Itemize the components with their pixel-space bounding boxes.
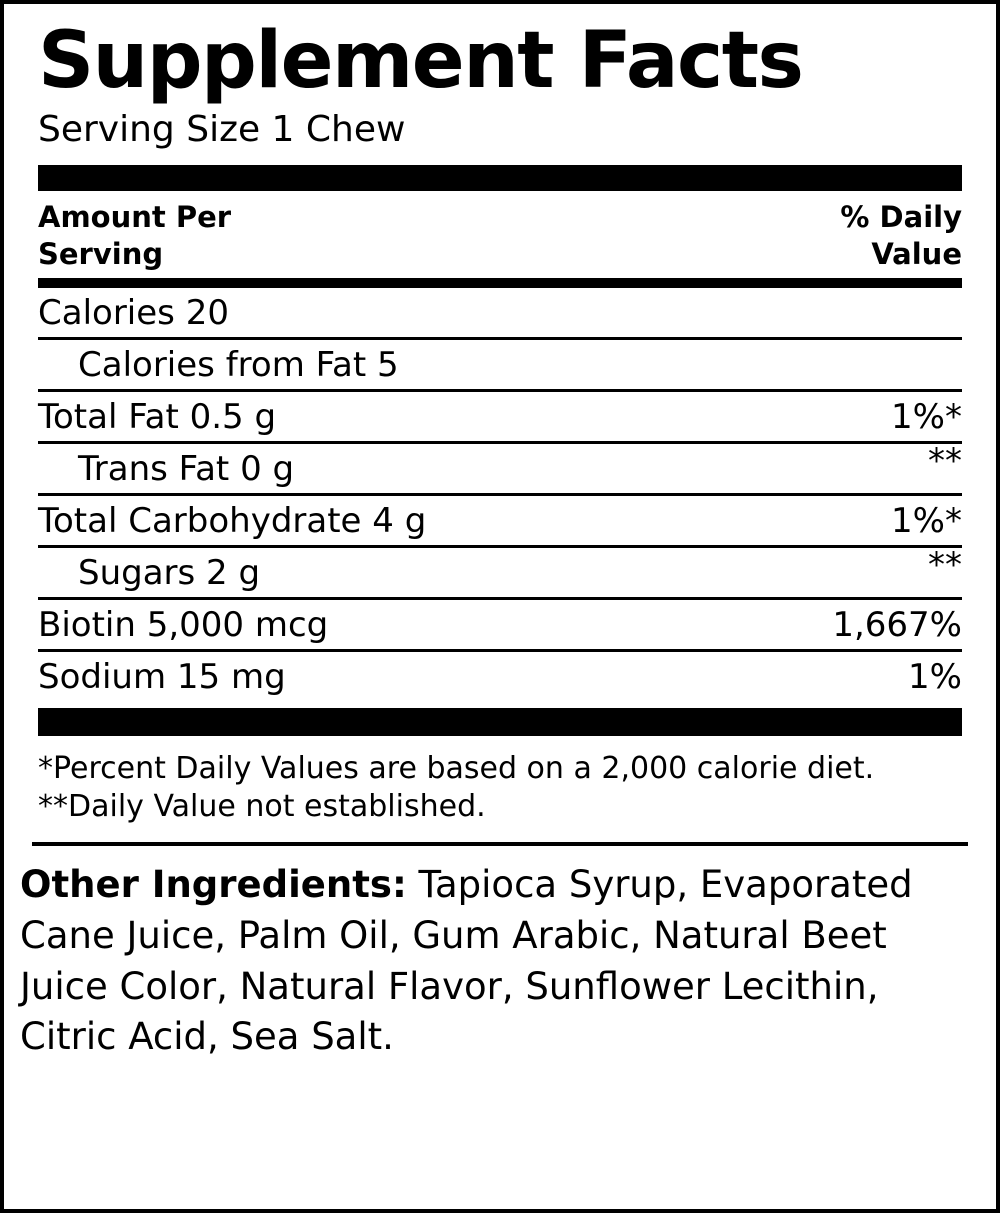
nutrient-dv: 1,667%	[832, 605, 962, 646]
nutrient-dv: **	[928, 545, 962, 586]
amount-per-serving-header	[38, 199, 962, 272]
amount-per-serving-line2: Serving	[38, 236, 164, 271]
nutrient-name: Total Fat 0.5 g	[38, 396, 277, 437]
other-ingredients-text: Tapioca Syrup, Evaporated Cane Juice, Palm Oil, Gum Arabic, Natural Beet Juice Color, Natural Flavor, Sunflower Lecithin, Citric Acid, Sea Salt.	[20, 863, 913, 1059]
rule-thick-bottom	[38, 708, 962, 736]
nutrient-name: Total Carbohydrate 4 g	[38, 501, 427, 542]
daily-value-line1: % Daily	[840, 200, 962, 235]
amount-per-serving-line1: Amount Per	[38, 200, 232, 235]
table-row	[38, 600, 962, 652]
nutrient-name: Biotin 5,000 mcg	[38, 605, 329, 646]
page-title: Supplement Facts	[38, 16, 803, 106]
nutrient-name: Calories from Fat 5	[78, 344, 399, 385]
amount-per-serving-label	[38, 199, 231, 272]
table-row	[38, 288, 962, 340]
nutrient-dv: 1%*	[891, 501, 962, 542]
nutrient-name: Trans Fat 0 g	[78, 449, 295, 490]
daily-value-line2: Value	[871, 236, 962, 271]
nutrient-name: Sodium 15 mg	[38, 657, 286, 698]
table-row	[38, 496, 962, 548]
footnote-daily-value-not-established: **Daily Value not established.	[38, 788, 486, 824]
serving-size-text: Serving Size 1 Chew	[38, 109, 406, 151]
nutrient-rows	[38, 288, 962, 702]
nutrient-name: Calories 20	[38, 292, 229, 333]
nutrient-dv: **	[928, 441, 962, 482]
nutrient-dv: 1%	[908, 657, 962, 698]
table-row	[38, 340, 962, 392]
footnotes	[38, 750, 962, 827]
nutrient-dv: 1%*	[891, 396, 962, 437]
table-row	[38, 652, 962, 701]
footnote-percent-daily-value: *Percent Daily Values are based on a 2,000 calorie diet.	[38, 750, 875, 786]
table-row	[38, 545, 962, 600]
other-ingredients	[4, 846, 996, 1063]
nutrient-name: Sugars 2 g	[78, 553, 261, 594]
table-row	[38, 392, 962, 444]
nutrition-panel	[4, 4, 996, 846]
rule-medium	[38, 278, 962, 288]
other-ingredients-label: Other Ingredients:	[20, 863, 407, 907]
table-row	[38, 441, 962, 496]
daily-value-label	[840, 199, 962, 272]
rule-thick-top	[38, 165, 962, 191]
